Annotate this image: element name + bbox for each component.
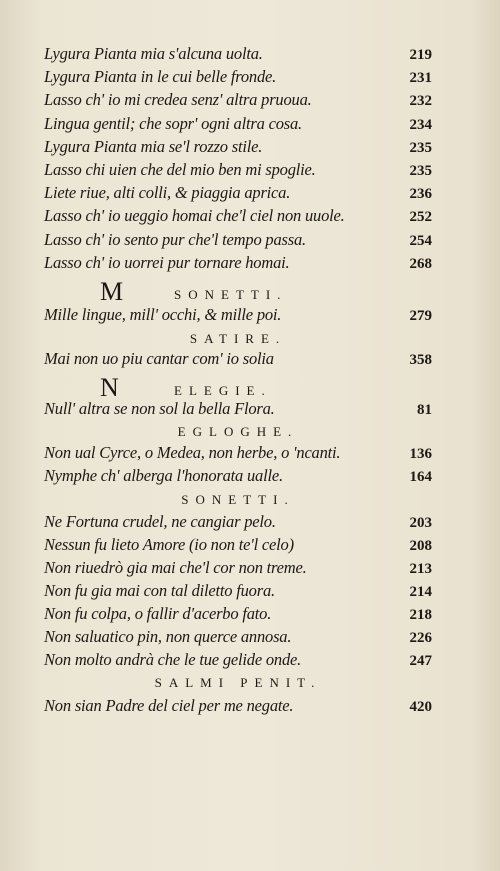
- index-entry: [44, 90, 432, 112]
- index-entry: [44, 466, 432, 488]
- index-entry: [44, 253, 432, 275]
- entry-title: Lasso ch' io sento pur che'l tempo passa.: [44, 230, 306, 249]
- entry-title: Mille lingue, mill' occhi, & mille poi.: [44, 305, 282, 324]
- section-initial: M: [100, 277, 124, 306]
- entry-page-number: 279: [409, 308, 432, 324]
- entry-title: Null' altra se non sol la bella Flora.: [44, 399, 275, 418]
- entry-title: Nessun fu lieto Amore (io non te'l celo): [44, 535, 294, 554]
- entry-page-number: 213: [409, 561, 432, 577]
- entry-page-number: 164: [409, 469, 432, 485]
- entry-title: Nymphe ch' alberga l'honorata ualle.: [44, 466, 283, 485]
- index-entry: [44, 114, 432, 136]
- index-entry: [44, 581, 432, 603]
- index-entry: [44, 535, 432, 557]
- entry-title: Non fu colpa, o fallir d'acerbo fato.: [44, 604, 272, 623]
- index-entry: [44, 399, 432, 421]
- entry-page-number: 254: [409, 233, 432, 249]
- index-entry: [44, 650, 432, 672]
- entry-page-number: 219: [409, 47, 432, 63]
- section-label: ELEGIE.: [174, 383, 272, 398]
- entry-title: Liete riue, alti colli, & piaggia aprica.: [44, 183, 291, 202]
- entry-title: Non saluatico pin, non querce annosa.: [44, 627, 292, 646]
- entry-page-number: 236: [409, 186, 432, 202]
- entry-title: Lasso ch' io ueggio homai che'l ciel non uuole.: [44, 206, 345, 225]
- section-initial: N: [100, 373, 119, 402]
- entry-title: Lygura Pianta mia se'l rozzo stile.: [44, 137, 263, 156]
- index-entry: [44, 305, 432, 327]
- entry-page-number: 252: [409, 209, 432, 225]
- index-entry: [44, 627, 432, 649]
- section-heading-salmi: SALMI PENIT.: [154, 675, 322, 690]
- section-heading-m: [44, 279, 432, 307]
- entry-title: Lasso ch' io mi credea senz' altra pruoua.: [44, 90, 312, 109]
- index-entry: [44, 44, 432, 66]
- entry-page-number: 235: [409, 140, 432, 156]
- index-entry: [44, 230, 432, 252]
- entry-page-number: 81: [417, 402, 432, 418]
- section-heading-egloghe: EGLOGHE.: [177, 424, 299, 439]
- index-entry: [44, 558, 432, 580]
- entry-page-number: 231: [409, 70, 432, 86]
- entry-page-number: 358: [409, 352, 432, 368]
- index-entry: [44, 160, 432, 182]
- entry-page-number: 247: [409, 653, 432, 669]
- index-entry: [44, 604, 432, 626]
- entry-page-number: 218: [409, 607, 432, 623]
- entry-page-number: 420: [409, 699, 432, 715]
- entry-title: Lingua gentil; che sopr' ogni altra cosa.: [44, 114, 302, 133]
- entry-page-number: 232: [409, 93, 432, 109]
- section-heading-sonetti: SONETTI.: [181, 492, 295, 507]
- entry-page-number: 268: [409, 256, 432, 272]
- section-heading-satire: SATIRE.: [189, 331, 287, 346]
- entry-title: Lygura Pianta in le cui belle fronde.: [44, 67, 277, 86]
- index-entry: [44, 349, 432, 371]
- entry-title: Non riuedrò gia mai che'l cor non treme.: [44, 558, 307, 577]
- entry-page-number: 234: [409, 117, 432, 133]
- entry-title: Non sian Padre del ciel per me negate.: [44, 696, 294, 715]
- entry-title: Non fu gia mai con tal diletto fuora.: [44, 581, 275, 600]
- index-entry: [44, 206, 432, 228]
- section-label: SONETTI.: [174, 287, 288, 302]
- entry-title: Ne Fortuna crudel, ne cangiar pelo.: [44, 512, 276, 531]
- entry-page-number: 226: [409, 630, 432, 646]
- entry-title: Lasso chi uien che del mio ben mi spoglie.: [44, 160, 316, 179]
- index-entry: [44, 183, 432, 205]
- entry-title: Non molto andrà che le tue gelide onde.: [44, 650, 302, 669]
- index-entry: [44, 443, 432, 465]
- entry-title: Mai non uo piu cantar com' io solia: [44, 349, 274, 368]
- index-entry: [44, 512, 432, 534]
- entry-page-number: 136: [409, 446, 432, 462]
- entry-page-number: 214: [409, 584, 432, 600]
- entry-title: Non ual Cyrce, o Medea, non herbe, o 'ncanti.: [44, 443, 341, 462]
- entry-page-number: 208: [409, 538, 432, 554]
- entry-title: Lasso ch' io uorrei pur tornare homai.: [44, 253, 290, 272]
- index-entry: [44, 137, 432, 159]
- index-entry: [44, 696, 432, 718]
- entry-page-number: 203: [409, 515, 432, 531]
- index-entry: [44, 67, 432, 89]
- entry-title: Lygura Pianta mia s'alcuna uolta.: [44, 44, 263, 63]
- entry-page-number: 235: [409, 163, 432, 179]
